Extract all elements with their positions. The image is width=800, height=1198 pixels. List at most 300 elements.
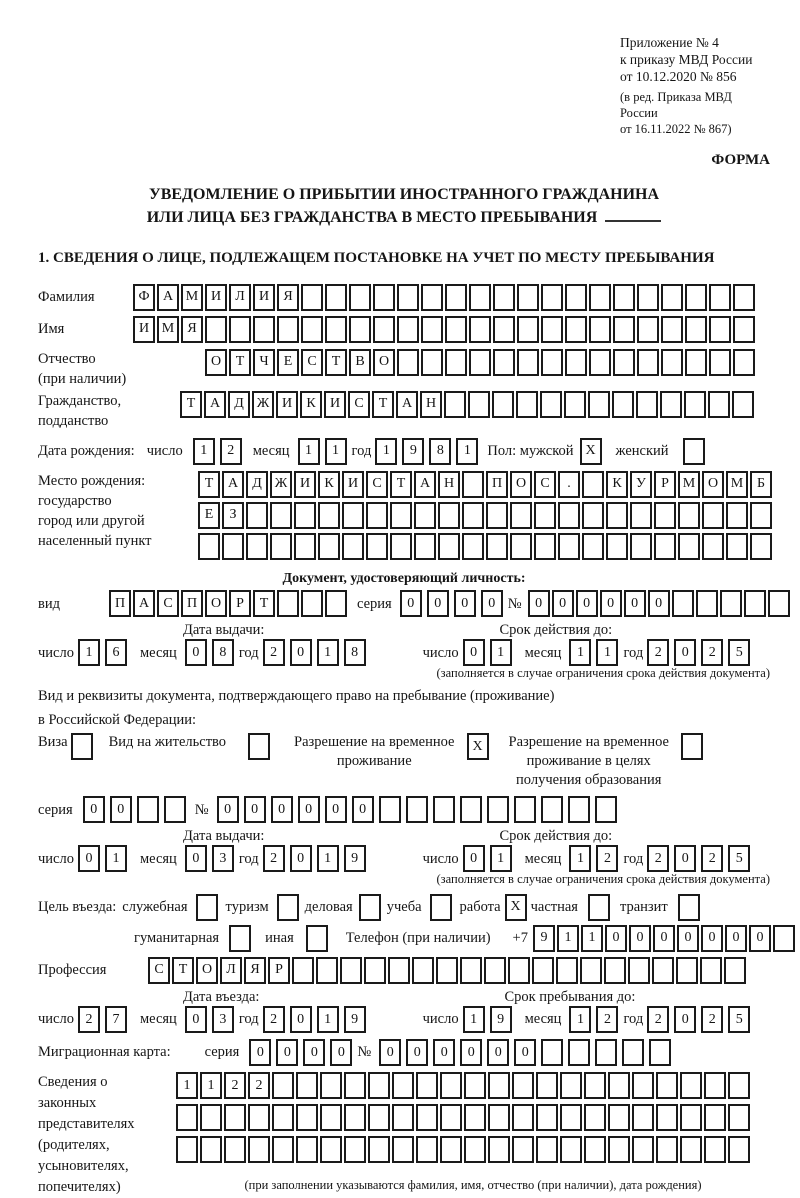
char-box: 0 (514, 1039, 536, 1066)
revision-line: от 16.11.2022 № 867) (620, 122, 732, 136)
number-label: № (357, 1044, 372, 1061)
doc-number-boxes (528, 590, 792, 617)
title-line1: УВЕДОМЛЕНИЕ О ПРИБЫТИИ ИНОСТРАННОГО ГРАЖДАНИНА (148, 185, 660, 203)
visa-option (38, 733, 95, 760)
migration-series-boxes (249, 1039, 357, 1066)
year-label: год (238, 850, 259, 867)
char-box: М (181, 284, 203, 311)
char-box (532, 957, 554, 984)
issue-date-heading: Дата выдачи: (183, 622, 265, 639)
expiry-day-boxes (463, 639, 517, 666)
char-box: И (205, 284, 227, 311)
char-box (613, 284, 635, 311)
char-box (469, 284, 491, 311)
char-box (637, 284, 659, 311)
char-box: 1 (581, 925, 603, 952)
expiry-year-boxes (647, 845, 755, 872)
char-box: 0 (217, 796, 239, 823)
char-box (565, 316, 587, 343)
char-box: Т (172, 957, 194, 984)
char-box: 3 (212, 1006, 234, 1033)
patronymic-label: Отчество (при наличии) (38, 350, 127, 387)
char-box (683, 438, 705, 465)
char-box: 1 (456, 438, 478, 465)
char-box: Т (229, 349, 251, 376)
month-label: месяц (524, 644, 562, 661)
char-box: 0 (427, 590, 449, 617)
char-box (296, 1136, 318, 1163)
char-box (732, 391, 754, 418)
char-box: 0 (83, 796, 105, 823)
char-box (556, 957, 578, 984)
char-box: Ч (253, 349, 275, 376)
char-box (462, 502, 484, 529)
char-box (397, 316, 419, 343)
char-box: 2 (263, 845, 285, 872)
char-box (595, 1039, 617, 1066)
char-box (558, 502, 580, 529)
char-box: Я (244, 957, 266, 984)
profession-label: Профессия (38, 962, 107, 979)
temp-permit-option (294, 733, 490, 771)
char-box: К (300, 391, 322, 418)
char-box (487, 796, 509, 823)
char-box (414, 502, 436, 529)
purpose-option-label: служебная (122, 899, 188, 916)
char-box: 0 (379, 1039, 401, 1066)
edu-permit-option (509, 733, 705, 790)
char-box: 2 (701, 1006, 723, 1033)
char-box (630, 502, 652, 529)
char-box (720, 590, 742, 617)
firstname-label: Имя (38, 320, 65, 337)
entry-month-boxes (185, 1006, 239, 1033)
char-box (704, 1072, 726, 1099)
char-box (637, 349, 659, 376)
month-label: месяц (524, 1011, 562, 1028)
char-box (678, 894, 700, 921)
migration-number-boxes (379, 1039, 676, 1066)
char-box: 0 (290, 639, 312, 666)
char-box (628, 957, 650, 984)
char-box: 0 (290, 845, 312, 872)
number-label: № (194, 801, 209, 818)
appendix-line: к приказу МВД России (620, 52, 753, 67)
expiry-date-heading: Срок действия до: (499, 828, 613, 845)
profession-boxes (148, 957, 748, 984)
char-box: 0 (185, 845, 207, 872)
purpose-label: Цель въезда: (38, 899, 117, 916)
char-box: 1 (490, 845, 512, 872)
entry-year-boxes (263, 1006, 371, 1033)
char-box (541, 284, 563, 311)
issue-month-boxes (185, 845, 239, 872)
purpose-checkbox (588, 894, 612, 921)
char-box (397, 349, 419, 376)
residence-expiry-note: (заполняется в случае ограничения срока действия документа) (436, 872, 770, 887)
year-label: год (623, 644, 644, 661)
char-box (517, 284, 539, 311)
representatives-row3 (176, 1136, 752, 1163)
char-box: С (366, 471, 388, 498)
residence-permit-label: Вид на жительство (108, 734, 227, 751)
char-box: 9 (344, 1006, 366, 1033)
char-box (486, 502, 508, 529)
firstname-boxes (133, 316, 757, 343)
char-box (390, 533, 412, 560)
char-box: Я (181, 316, 203, 343)
char-box: 1 (317, 1006, 339, 1033)
char-box (270, 533, 292, 560)
char-box (508, 957, 530, 984)
char-box: 2 (701, 845, 723, 872)
char-box (512, 1104, 534, 1131)
entry-date-headings (38, 988, 770, 1006)
char-box: 0 (674, 1006, 696, 1033)
doc-series-boxes (400, 590, 508, 617)
char-box (253, 316, 275, 343)
char-box (416, 1104, 438, 1131)
char-box (292, 957, 314, 984)
char-box (325, 590, 347, 617)
char-box (373, 316, 395, 343)
citizenship-row (38, 391, 770, 431)
expiry-month-boxes (569, 845, 623, 872)
sex-female-label: женский (615, 442, 669, 459)
char-box (660, 391, 682, 418)
char-box (661, 349, 683, 376)
char-box (582, 533, 604, 560)
char-box: 5 (728, 639, 750, 666)
female-checkbox (683, 438, 707, 465)
char-box: 1 (569, 639, 591, 666)
char-box: Р (654, 471, 676, 498)
char-box (462, 533, 484, 560)
char-box: 0 (481, 590, 503, 617)
purpose-checkbox (306, 925, 330, 952)
char-box (412, 957, 434, 984)
char-box: 1 (200, 1072, 222, 1099)
purpose-checkbox (196, 894, 220, 921)
residence-series-row (38, 796, 770, 823)
char-box (344, 1136, 366, 1163)
char-box (433, 796, 455, 823)
char-box: 0 (352, 796, 374, 823)
char-box (514, 796, 536, 823)
char-box (584, 1104, 606, 1131)
char-box (392, 1072, 414, 1099)
char-box (604, 957, 626, 984)
identity-dates-row (38, 639, 770, 666)
char-box: 8 (344, 639, 366, 666)
char-box (632, 1136, 654, 1163)
char-box (584, 1072, 606, 1099)
char-box (589, 349, 611, 376)
year-label: год (623, 850, 644, 867)
purpose-option-label: транзит (619, 899, 668, 916)
series-label: серия (357, 595, 392, 612)
patronymic-row (38, 349, 770, 389)
char-box: 0 (244, 796, 266, 823)
char-box: И (324, 391, 346, 418)
char-box (708, 391, 730, 418)
char-box (344, 1072, 366, 1099)
char-box (564, 391, 586, 418)
char-box (534, 502, 556, 529)
char-box: М (157, 316, 179, 343)
char-box (560, 1104, 582, 1131)
char-box: Е (198, 502, 220, 529)
char-box: 2 (263, 1006, 285, 1033)
char-box: Т (180, 391, 202, 418)
char-box (744, 590, 766, 617)
char-box (685, 349, 707, 376)
form-label: ФОРМА (711, 152, 770, 168)
char-box (318, 502, 340, 529)
surname-boxes (133, 284, 757, 311)
residence-dates-row (38, 845, 770, 872)
char-box: 0 (276, 1039, 298, 1066)
citizenship-boxes (180, 391, 756, 418)
char-box (613, 316, 635, 343)
char-box (704, 1136, 726, 1163)
char-box (359, 894, 381, 921)
char-box (176, 1104, 198, 1131)
char-box: 0 (433, 1039, 455, 1066)
birth-month-boxes (298, 438, 352, 465)
char-box (421, 349, 443, 376)
identity-date-headings (38, 621, 770, 639)
char-box: И (133, 316, 155, 343)
char-box (517, 349, 539, 376)
char-box (672, 590, 694, 617)
year-label: год (238, 1011, 259, 1028)
stay-until-heading: Срок пребывания до: (504, 988, 636, 1005)
sex-male-label: Пол: мужской (487, 442, 574, 459)
char-box (733, 349, 755, 376)
char-box (248, 1104, 270, 1131)
char-box (406, 796, 428, 823)
purpose-checkbox (678, 894, 702, 921)
char-box: С (301, 349, 323, 376)
char-box (534, 533, 556, 560)
char-box: 0 (677, 925, 699, 952)
char-box (726, 533, 748, 560)
representatives-block (38, 1072, 770, 1198)
char-box (560, 1072, 582, 1099)
month-label: месяц (524, 850, 562, 867)
residence-doc-intro2: в Российской Федерации: (38, 712, 197, 728)
residence-doc-options-row (38, 733, 770, 790)
entry-date-heading: Дата въезда: (183, 988, 260, 1005)
char-box: 9 (490, 1006, 512, 1033)
char-box: 0 (298, 796, 320, 823)
char-box (296, 1104, 318, 1131)
char-box: 2 (647, 1006, 669, 1033)
issue-year-boxes (263, 639, 371, 666)
char-box (536, 1072, 558, 1099)
char-box: К (318, 471, 340, 498)
year-label: год (238, 644, 259, 661)
char-box: И (276, 391, 298, 418)
char-box: 0 (400, 590, 422, 617)
expiry-month-boxes (569, 639, 623, 666)
char-box (464, 1072, 486, 1099)
char-box (685, 316, 707, 343)
char-box (632, 1104, 654, 1131)
char-box (488, 1072, 510, 1099)
char-box: Т (390, 471, 412, 498)
char-box (728, 1072, 750, 1099)
appendix-line: от 10.12.2020 № 856 (620, 69, 737, 84)
residence-permit-option (109, 733, 272, 760)
char-box: 0 (303, 1039, 325, 1066)
char-box (685, 284, 707, 311)
char-box (462, 471, 484, 498)
char-box: 0 (552, 590, 574, 617)
char-box (464, 1104, 486, 1131)
char-box (488, 1104, 510, 1131)
char-box (364, 957, 386, 984)
phone-boxes (533, 925, 797, 952)
char-box (301, 284, 323, 311)
char-box: 1 (596, 639, 618, 666)
char-box: 1 (569, 845, 591, 872)
char-box (728, 1136, 750, 1163)
char-box (344, 1104, 366, 1131)
char-box (558, 533, 580, 560)
char-box (164, 796, 186, 823)
char-box (726, 502, 748, 529)
char-box: Т (198, 471, 220, 498)
char-box (318, 533, 340, 560)
series-label: серия (38, 801, 73, 818)
char-box (541, 796, 563, 823)
char-box (750, 502, 772, 529)
char-box: . (558, 471, 580, 498)
char-box: 0 (454, 590, 476, 617)
char-box (301, 316, 323, 343)
char-box (733, 316, 755, 343)
char-box (678, 533, 700, 560)
char-box (632, 1072, 654, 1099)
profession-row (38, 957, 770, 984)
edu-permit-label: Разрешение на временное проживание в целях получения образования (508, 734, 669, 789)
char-box: 9 (533, 925, 555, 952)
char-box: В (349, 349, 371, 376)
birth-place-label: Место рождения: государство город или другой населенный пункт (38, 472, 152, 549)
char-box (589, 316, 611, 343)
char-box: Я (277, 284, 299, 311)
char-box: 1 (490, 639, 512, 666)
birth-year-boxes (375, 438, 483, 465)
char-box (368, 1104, 390, 1131)
birth-place-row1 (198, 471, 774, 498)
char-box: М (726, 471, 748, 498)
char-box (320, 1104, 342, 1131)
visa-checkbox (71, 733, 95, 760)
char-box (649, 1039, 671, 1066)
char-box: 2 (647, 845, 669, 872)
char-box: Л (220, 957, 242, 984)
char-box: 0 (463, 639, 485, 666)
title-blank-line (605, 206, 661, 222)
purpose-option-label: иная (265, 930, 294, 947)
char-box (684, 391, 706, 418)
char-box: 2 (596, 845, 618, 872)
char-box (196, 894, 218, 921)
char-box: П (109, 590, 131, 617)
identity-doc-heading: Документ, удостоверяющий личность: (282, 570, 526, 586)
purpose-checkbox (277, 894, 301, 921)
char-box: 2 (78, 1006, 100, 1033)
char-box: Т (325, 349, 347, 376)
char-box: А (133, 590, 155, 617)
purpose-option-label: деловая (304, 899, 353, 916)
char-box: 0 (600, 590, 622, 617)
char-box: Д (246, 471, 268, 498)
representatives-row1 (176, 1072, 752, 1099)
char-box: 0 (249, 1039, 271, 1066)
char-box (316, 957, 338, 984)
purpose-checkbox (359, 894, 383, 921)
char-box (622, 1039, 644, 1066)
char-box (468, 391, 490, 418)
char-box (661, 284, 683, 311)
entry-purpose-row2 (38, 925, 770, 952)
char-box (445, 349, 467, 376)
char-box: О (205, 590, 227, 617)
char-box: П (181, 590, 203, 617)
char-box: А (222, 471, 244, 498)
char-box (484, 957, 506, 984)
number-label: № (507, 595, 522, 612)
char-box (488, 1136, 510, 1163)
char-box (630, 533, 652, 560)
char-box (349, 284, 371, 311)
char-box: 2 (596, 1006, 618, 1033)
char-box: X (580, 438, 602, 465)
issue-year-boxes (263, 845, 371, 872)
birth-place-row3 (198, 533, 774, 560)
char-box (445, 316, 467, 343)
char-box (565, 284, 587, 311)
residence-number-boxes (217, 796, 622, 823)
char-box: 0 (325, 796, 347, 823)
section1-heading: 1. СВЕДЕНИЯ О ЛИЦЕ, ПОДЛЕЖАЩЕМ ПОСТАНОВКЕ НА УЧЕТ ПО МЕСТУ ПРЕБЫВАНИЯ (38, 249, 715, 266)
char-box: О (196, 957, 218, 984)
firstname-row (38, 316, 770, 343)
birth-date-label: Дата рождения: (38, 442, 135, 459)
char-box (678, 502, 700, 529)
visa-label: Виза (38, 734, 68, 751)
char-box (306, 925, 328, 952)
char-box (595, 796, 617, 823)
entry-dates-row (38, 1006, 770, 1033)
day-label: число (38, 850, 74, 867)
char-box (580, 957, 602, 984)
title-line2: ИЛИ ЛИЦА БЕЗ ГРАЖДАНСТВА В МЕСТО ПРЕБЫВАНИЯ (38, 206, 770, 229)
char-box (229, 316, 251, 343)
migration-card-label: Миграционная карта: (38, 1044, 171, 1061)
char-box: З (222, 502, 244, 529)
char-box: Р (268, 957, 290, 984)
char-box: 0 (78, 845, 100, 872)
char-box (612, 391, 634, 418)
residence-doc-intro1: Вид и реквизиты документа, подтверждающего право на пребывание (проживание) (38, 687, 555, 704)
char-box: 3 (212, 845, 234, 872)
char-box: 0 (271, 796, 293, 823)
